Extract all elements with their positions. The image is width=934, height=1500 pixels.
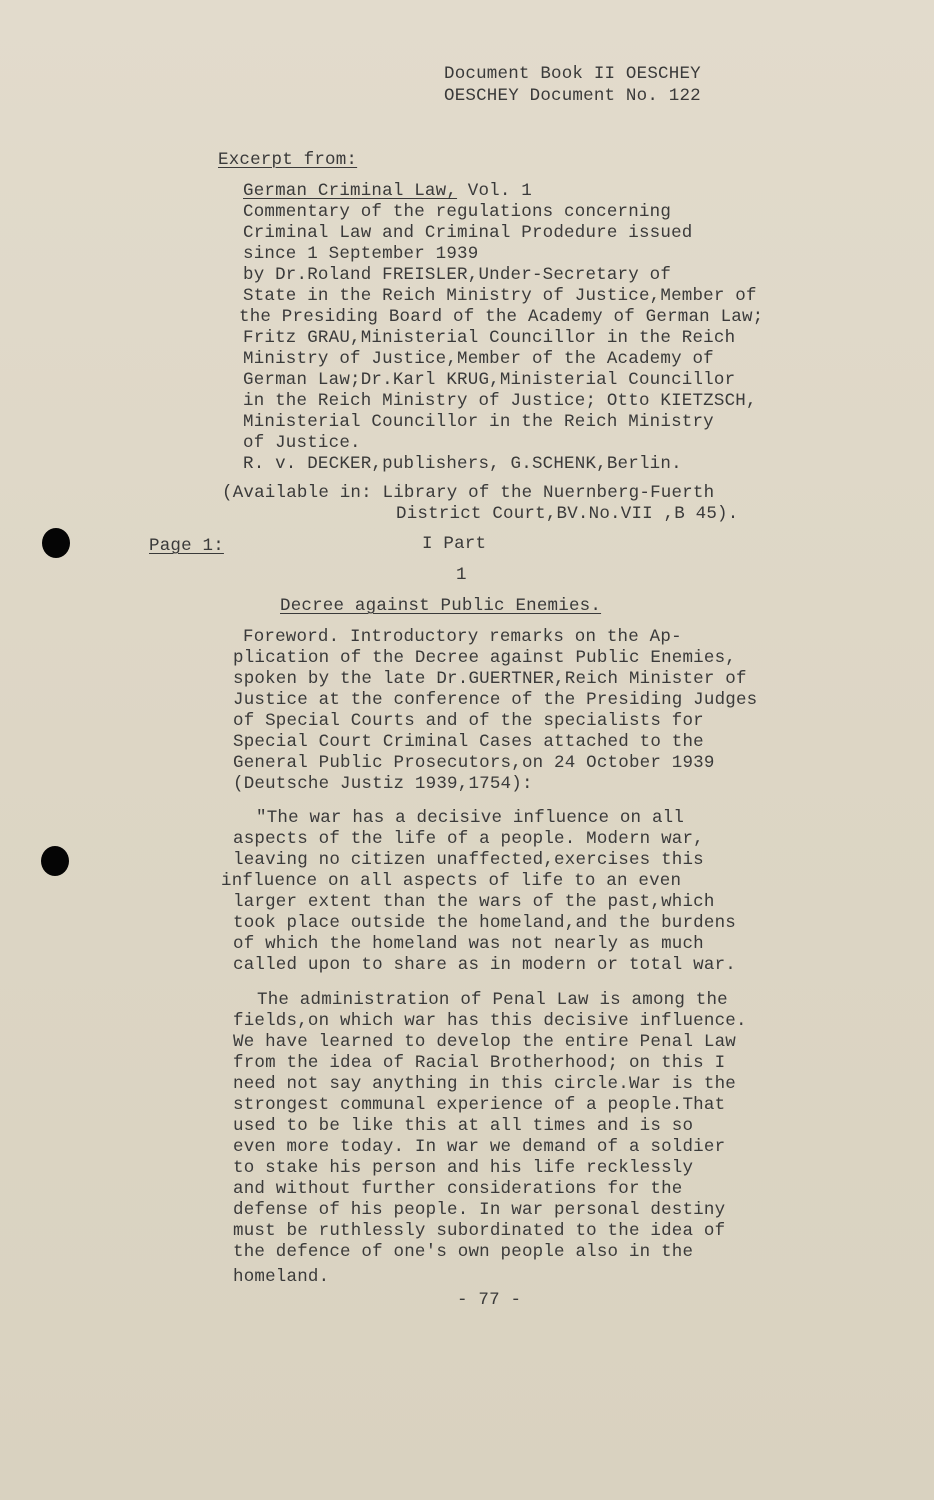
citation-line: R. v. DECKER,publishers, G.SCHENK,Berlin. <box>243 454 682 474</box>
quote-line: The administration of Penal Law is among the <box>257 990 728 1010</box>
quote-line: to stake his person and his life recklessly <box>233 1158 694 1178</box>
quote-line: the defence of one's own people also in the <box>233 1242 694 1262</box>
availability-line-2: District Court,BV.No.VII ,B 45). <box>396 504 739 524</box>
availability-line-1: (Available in: Library of the Nuernberg-Fuerth <box>222 483 715 503</box>
foreword-line: plication of the Decree against Public Enemies, <box>233 648 736 668</box>
citation-line: State in the Reich Ministry of Justice,Member of <box>243 286 757 306</box>
citation-line: by Dr.Roland FREISLER,Under-Secretary of <box>243 265 672 285</box>
foreword-line: of Special Courts and of the specialists for <box>233 711 704 731</box>
citation-line: Criminal Law and Criminal Prodedure issued <box>243 223 693 243</box>
excerpt-label: Excerpt from: <box>218 150 358 170</box>
section-number: 1 <box>456 565 467 585</box>
quote-line: took place outside the homeland,and the burdens <box>233 913 736 933</box>
page-number: - 77 - <box>457 1290 522 1310</box>
section-title: Decree against Public Enemies. <box>280 596 602 616</box>
quote-line: We have learned to develop the entire Penal Law <box>233 1032 736 1052</box>
quote-line: homeland. <box>233 1267 330 1287</box>
header-line-1: Document Book II OESCHEY <box>444 64 701 84</box>
citation-line: German Law;Dr.Karl KRUG,Ministerial Councillor <box>243 370 736 390</box>
punch-hole-bottom <box>41 846 69 876</box>
citation-line: since 1 September 1939 <box>243 244 479 264</box>
quote-line: strongest communal experience of a people.That <box>233 1095 726 1115</box>
part-label: I Part <box>422 534 487 554</box>
citation-line: the Presiding Board of the Academy of German Law; <box>239 307 764 327</box>
quote-line: larger extent than the wars of the past,which <box>233 892 715 912</box>
foreword-line: Special Court Criminal Cases attached to the <box>233 732 704 752</box>
citation-line: Ministerial Councillor in the Reich Ministry <box>243 412 714 432</box>
citation-line: Commentary of the regulations concerning <box>243 202 672 222</box>
quote-line: from the idea of Racial Brotherhood; on this I <box>233 1053 726 1073</box>
quote-line: of which the homeland was not nearly as much <box>233 934 704 954</box>
quote-line: even more today. In war we demand of a soldier <box>233 1137 726 1157</box>
punch-hole-top <box>42 528 70 558</box>
foreword-line: General Public Prosecutors,on 24 October 1939 <box>233 753 715 773</box>
citation-line: Ministry of Justice,Member of the Academy of <box>243 349 714 369</box>
citation-title <box>243 181 532 202</box>
quote-line: must be ruthlessly subordinated to the idea of <box>233 1221 726 1241</box>
quote-line: need not say anything in this circle.War is the <box>233 1074 736 1094</box>
quote-line: defense of his people. In war personal destiny <box>233 1200 726 1220</box>
citation-line: in the Reich Ministry of Justice; Otto KIETZSCH, <box>243 391 757 411</box>
foreword-line: spoken by the late Dr.GUERTNER,Reich Minister of <box>233 669 747 689</box>
quote-line: fields,on which war has this decisive influence. <box>233 1011 747 1031</box>
page-label: Page 1: <box>149 536 224 556</box>
citation-line: of Justice. <box>243 433 361 453</box>
quote-line: and without further considerations for the <box>233 1179 683 1199</box>
citation-line: Fritz GRAU,Ministerial Councillor in the Reich <box>243 328 736 348</box>
foreword-line: (Deutsche Justiz 1939,1754): <box>233 774 533 794</box>
quote-line: leaving no citizen unaffected,exercises this <box>233 850 704 870</box>
citation-title-underlined: German Criminal Law, <box>243 181 458 201</box>
foreword-line: Foreword. Introductory remarks on the Ap- <box>243 627 682 647</box>
quote-line: used to be like this at all times and is so <box>233 1116 694 1136</box>
header-line-2: OESCHEY Document No. 122 <box>444 86 701 106</box>
foreword-line: Justice at the conference of the Presiding Judges <box>233 690 758 710</box>
quote-line: aspects of the life of a people. Modern war, <box>233 829 704 849</box>
citation-title-rest: Vol. 1 <box>457 181 532 201</box>
quote-line: "The war has a decisive influence on all <box>256 808 685 828</box>
quote-line: influence on all aspects of life to an even <box>221 871 682 891</box>
quote-line: called upon to share as in modern or total war. <box>233 955 736 975</box>
